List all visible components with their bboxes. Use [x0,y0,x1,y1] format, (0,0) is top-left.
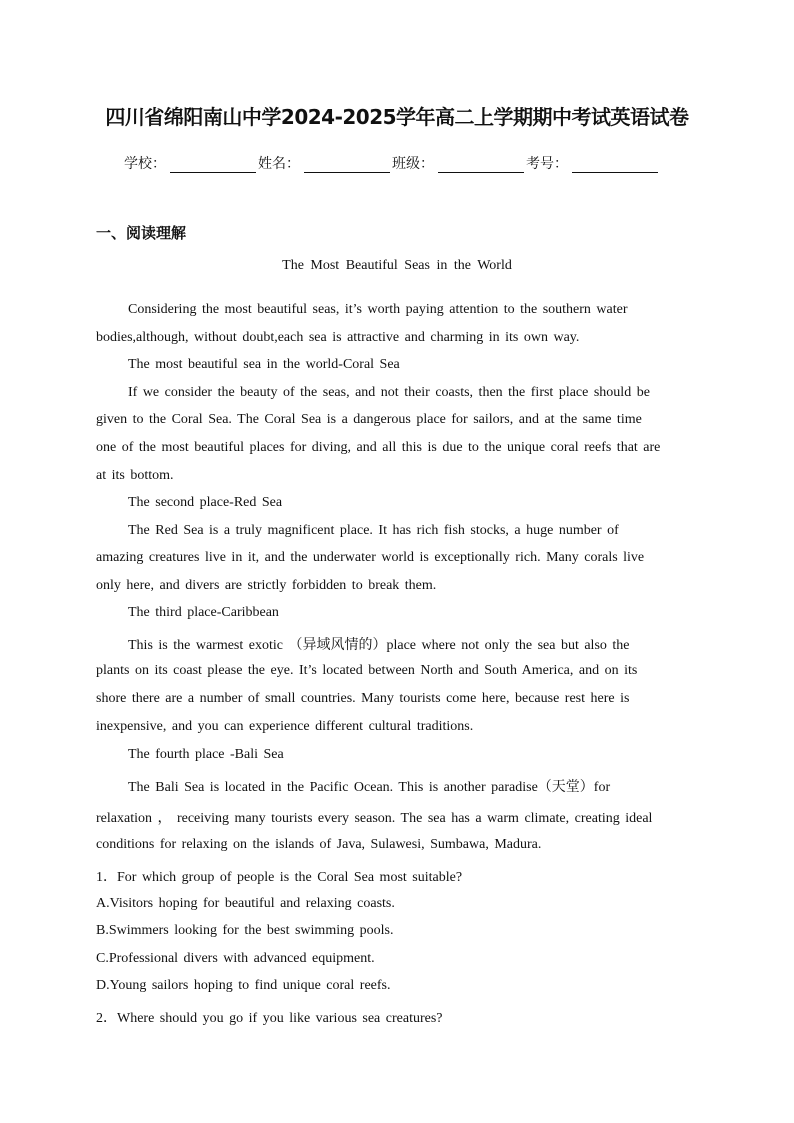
text-line: inexpensive, and you can experience different cultural traditions. [96,719,474,734]
exam-number-blank[interactable] [572,157,658,173]
article-title: The Most Beautiful Seas in the World [282,258,512,273]
section-heading: 一、阅读理解 [96,224,187,242]
name-label: 姓名： [258,156,300,172]
answer-option[interactable]: D.Young sailors hoping to find unique coral reefs. [96,978,391,993]
text-line: one of the most beautiful places for diving, and all this is due to the unique coral reefs that are [96,440,661,455]
question-text: 2．Where should you go if you like various sea creatures? [96,1011,443,1026]
question-text: 1．For which group of people is the Coral Sea most suitable? [96,870,463,885]
exam-number-label: 考号： [526,156,568,172]
school-field[interactable] [124,153,258,173]
text-line: The third place-Caribbean [128,605,279,620]
text-line: relaxation ， receiving many tourists every season. The sea has a warm climate, creating ideal [96,811,653,826]
text-line: The most beautiful sea in the world-Coral Sea [128,357,400,372]
text-line: given to the Coral Sea. The Coral Sea is a dangerous place for sailors, and at the same time [96,412,642,427]
exam-title: 四川省绵阳南山中学2024-2025学年高二上学期期中考试英语试卷 [105,105,689,129]
text-line: If we consider the beauty of the seas, and not their coasts, then the first place should be [128,385,650,400]
text-line: shore there are a number of small countries. Many tourists come here, because rest here is [96,691,630,706]
student-info-fields [124,153,660,173]
text-line: plants on its coast please the eye. It’s located between North and South America, and on its [96,663,638,678]
text-line: The Bali Sea is located in the Pacific Ocean. This is another paradise（天堂）for [128,780,611,795]
text-line: only here, and divers are strictly forbidden to break them. [96,578,437,593]
text-line: at its bottom. [96,468,174,483]
name-field[interactable] [258,153,392,173]
name-blank[interactable] [304,157,390,173]
class-blank[interactable] [438,157,524,173]
text-line: The Red Sea is a truly magnificent place. It has rich fish stocks, a huge number of [128,523,619,538]
answer-option[interactable]: A.Visitors hoping for beautiful and relaxing coasts. [96,896,395,911]
text-line: amazing creatures live in it, and the underwater world is exceptionally rich. Many corals live [96,550,645,565]
text-line: bodies,although, without doubt,each sea is attractive and charming in its own way. [96,330,580,345]
exam-number-field[interactable] [526,153,660,173]
school-blank[interactable] [170,157,256,173]
text-line: Considering the most beautiful seas, it’s worth paying attention to the southern water [128,302,628,317]
text-line: conditions for relaxing on the islands of Java, Sulawesi, Sumbawa, Madura. [96,837,542,852]
text-line: This is the warmest exotic （异域风情的）place where not only the sea but also the [128,638,630,653]
text-line: The fourth place -Bali Sea [128,747,284,762]
class-field[interactable] [392,153,526,173]
text-line: The second place-Red Sea [128,495,283,510]
class-label: 班级： [392,156,434,172]
school-label: 学校： [124,156,166,172]
answer-option[interactable]: B.Swimmers looking for the best swimming pools. [96,923,394,938]
answer-option[interactable]: C.Professional divers with advanced equipment. [96,951,375,966]
